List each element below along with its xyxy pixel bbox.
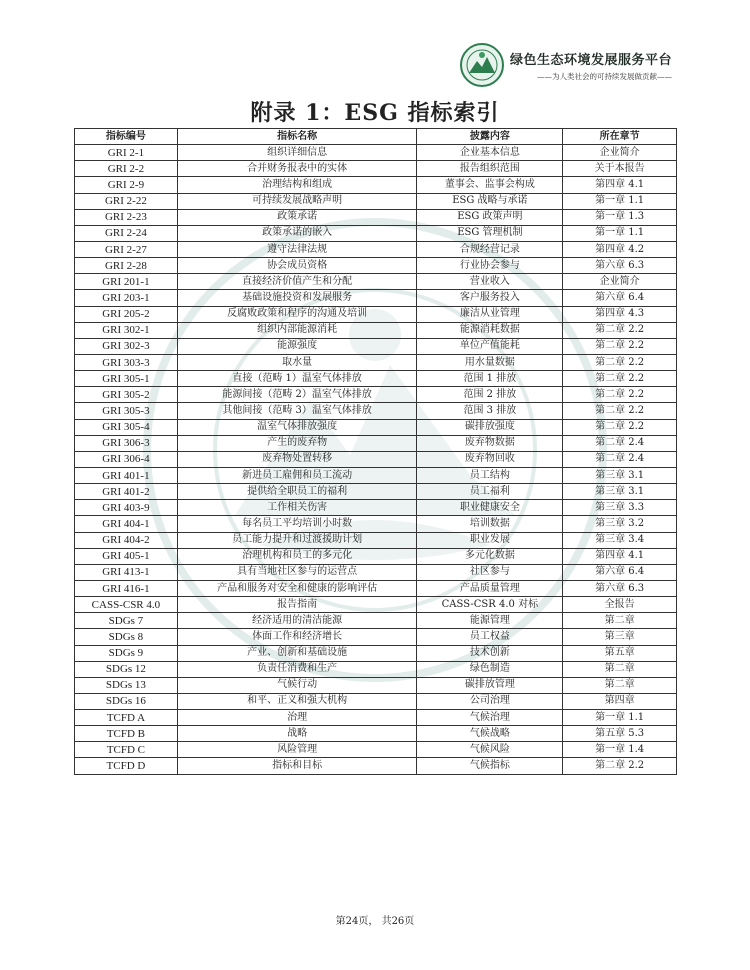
chapter-cell: 第三章 3.4 bbox=[563, 532, 677, 548]
indicator-code-cell: GRI 404-1 bbox=[75, 516, 178, 532]
disclosure-cell: ESG 管理机制 bbox=[417, 225, 563, 241]
disclosure-cell: 企业基本信息 bbox=[417, 145, 563, 161]
indicator-code-cell: SDGs 8 bbox=[75, 629, 178, 645]
chapter-cell: 关于本报告 bbox=[563, 161, 677, 177]
chapter-cell: 第一章 1.4 bbox=[563, 742, 677, 758]
table-row bbox=[75, 532, 677, 548]
indicator-name-cell: 体面工作和经济增长 bbox=[177, 629, 417, 645]
indicator-name-cell: 废弃物处置转移 bbox=[177, 451, 417, 467]
indicator-code-cell: GRI 306-4 bbox=[75, 451, 178, 467]
disclosure-cell: 职业健康安全 bbox=[417, 500, 563, 516]
indicator-code-cell: TCFD A bbox=[75, 710, 178, 726]
indicator-name-cell: 产生的废弃物 bbox=[177, 435, 417, 451]
table-row bbox=[75, 161, 677, 177]
table-row bbox=[75, 580, 677, 596]
disclosure-cell: 多元化数据 bbox=[417, 548, 563, 564]
indicator-code-cell: GRI 305-4 bbox=[75, 419, 178, 435]
table-row bbox=[75, 209, 677, 225]
indicator-code-cell: SDGs 13 bbox=[75, 677, 178, 693]
table-row bbox=[75, 726, 677, 742]
indicator-name-cell: 直接经济价值产生和分配 bbox=[177, 274, 417, 290]
indicator-name-cell: 经济适用的清洁能源 bbox=[177, 613, 417, 629]
chapter-cell: 第二章 2.2 bbox=[563, 322, 677, 338]
chapter-cell: 第二章 2.2 bbox=[563, 338, 677, 354]
chapter-cell: 第一章 1.1 bbox=[563, 193, 677, 209]
chapter-cell: 第四章 bbox=[563, 693, 677, 709]
chapter-cell: 第二章 bbox=[563, 677, 677, 693]
table-row bbox=[75, 677, 677, 693]
chapter-cell: 第六章 6.4 bbox=[563, 564, 677, 580]
table-row bbox=[75, 645, 677, 661]
chapter-cell: 企业简介 bbox=[563, 274, 677, 290]
chapter-cell: 第二章 2.2 bbox=[563, 371, 677, 387]
chapter-cell: 企业简介 bbox=[563, 145, 677, 161]
page-title: 附录 1：ESG 指标索引 bbox=[250, 100, 500, 126]
table-row bbox=[75, 371, 677, 387]
indicator-name-cell: 能源间接（范畴 2）温室气体排放 bbox=[177, 387, 417, 403]
indicator-name-cell: 政策承诺 bbox=[177, 209, 417, 225]
indicator-name-cell: 合并财务报表中的实体 bbox=[177, 161, 417, 177]
indicator-name-cell: 提供给全职员工的福利 bbox=[177, 484, 417, 500]
disclosure-cell: 培训数据 bbox=[417, 516, 563, 532]
chapter-cell: 第二章 2.4 bbox=[563, 451, 677, 467]
disclosure-cell: CASS-CSR 4.0 对标 bbox=[417, 597, 563, 613]
chapter-cell: 第五章 bbox=[563, 645, 677, 661]
disclosure-cell: 气候治理 bbox=[417, 710, 563, 726]
chapter-cell: 第三章 3.3 bbox=[563, 500, 677, 516]
indicator-code-cell: GRI 401-2 bbox=[75, 484, 178, 500]
disclosure-cell: ESG 战略与承诺 bbox=[417, 193, 563, 209]
indicator-code-cell: GRI 2-28 bbox=[75, 258, 178, 274]
indicator-name-cell: 产品和服务对安全和健康的影响评估 bbox=[177, 580, 417, 596]
chapter-cell: 第二章 bbox=[563, 613, 677, 629]
chapter-cell: 第六章 6.4 bbox=[563, 290, 677, 306]
table-row bbox=[75, 306, 677, 322]
disclosure-cell: 员工权益 bbox=[417, 629, 563, 645]
column-header-indicator-code: 指标编号 bbox=[75, 129, 178, 145]
chapter-cell: 第二章 2.2 bbox=[563, 419, 677, 435]
platform-slogan: ——为人类社会的可持续发展做贡献—— bbox=[537, 71, 672, 81]
indicator-code-cell: GRI 302-3 bbox=[75, 338, 178, 354]
disclosure-cell: 碳排放管理 bbox=[417, 677, 563, 693]
indicator-name-cell: 指标和目标 bbox=[177, 758, 417, 774]
table-row bbox=[75, 322, 677, 338]
table-row bbox=[75, 387, 677, 403]
indicator-code-cell: GRI 2-24 bbox=[75, 225, 178, 241]
indicator-name-cell: 报告指南 bbox=[177, 597, 417, 613]
indicator-code-cell: GRI 2-27 bbox=[75, 241, 178, 257]
indicator-code-cell: GRI 203-1 bbox=[75, 290, 178, 306]
disclosure-cell: 范围 2 排放 bbox=[417, 387, 563, 403]
indicator-name-cell: 可持续发展战略声明 bbox=[177, 193, 417, 209]
table-row bbox=[75, 629, 677, 645]
disclosure-cell: 范围 3 排放 bbox=[417, 403, 563, 419]
indicator-code-cell: GRI 306-3 bbox=[75, 435, 178, 451]
indicator-name-cell: 温室气体排放强度 bbox=[177, 419, 417, 435]
disclosure-cell: 营业收入 bbox=[417, 274, 563, 290]
chapter-cell: 第二章 2.2 bbox=[563, 354, 677, 370]
indicator-code-cell: GRI 416-1 bbox=[75, 580, 178, 596]
indicator-code-cell: GRI 303-3 bbox=[75, 354, 178, 370]
table-row bbox=[75, 435, 677, 451]
indicator-code-cell: SDGs 16 bbox=[75, 693, 178, 709]
chapter-cell: 第三章 3.1 bbox=[563, 467, 677, 483]
indicator-code-cell: TCFD B bbox=[75, 726, 178, 742]
disclosure-cell: 廉洁从业管理 bbox=[417, 306, 563, 322]
disclosure-cell: 职业发展 bbox=[417, 532, 563, 548]
disclosure-cell: 废弃物回收 bbox=[417, 451, 563, 467]
table-row bbox=[75, 338, 677, 354]
table-row bbox=[75, 193, 677, 209]
table-row bbox=[75, 274, 677, 290]
table-row bbox=[75, 597, 677, 613]
disclosure-cell: 气候指标 bbox=[417, 758, 563, 774]
indicator-name-cell: 取水量 bbox=[177, 354, 417, 370]
chapter-cell: 第六章 6.3 bbox=[563, 580, 677, 596]
disclosure-cell: ESG 政策声明 bbox=[417, 209, 563, 225]
indicator-name-cell: 每名员工平均培训小时数 bbox=[177, 516, 417, 532]
disclosure-cell: 能源消耗数据 bbox=[417, 322, 563, 338]
indicator-name-cell: 风险管理 bbox=[177, 742, 417, 758]
indicator-name-cell: 反腐败政策和程序的沟通及培训 bbox=[177, 306, 417, 322]
disclosure-cell: 董事会、监事会构成 bbox=[417, 177, 563, 193]
disclosure-cell: 客户服务投入 bbox=[417, 290, 563, 306]
chapter-cell: 第一章 1.1 bbox=[563, 225, 677, 241]
table-row bbox=[75, 354, 677, 370]
disclosure-cell: 员工福利 bbox=[417, 484, 563, 500]
indicator-code-cell: TCFD D bbox=[75, 758, 178, 774]
indicator-name-cell: 负责任消费和生产 bbox=[177, 661, 417, 677]
disclosure-cell: 绿色制造 bbox=[417, 661, 563, 677]
chapter-cell: 全报告 bbox=[563, 597, 677, 613]
disclosure-cell: 产品质量管理 bbox=[417, 580, 563, 596]
indicator-code-cell: GRI 305-2 bbox=[75, 387, 178, 403]
platform-logo-icon bbox=[460, 43, 504, 87]
indicator-name-cell: 组织详细信息 bbox=[177, 145, 417, 161]
indicator-name-cell: 员工能力提升和过渡援助计划 bbox=[177, 532, 417, 548]
chapter-cell: 第二章 bbox=[563, 661, 677, 677]
table-row bbox=[75, 613, 677, 629]
disclosure-cell: 碳排放强度 bbox=[417, 419, 563, 435]
chapter-cell: 第三章 3.2 bbox=[563, 516, 677, 532]
column-header-chapter: 所在章节 bbox=[563, 129, 677, 145]
indicator-code-cell: GRI 401-1 bbox=[75, 467, 178, 483]
indicator-name-cell: 其他间接（范畴 3）温室气体排放 bbox=[177, 403, 417, 419]
table-row bbox=[75, 758, 677, 774]
indicator-code-cell: GRI 413-1 bbox=[75, 564, 178, 580]
indicator-name-cell: 政策承诺的嵌入 bbox=[177, 225, 417, 241]
table-row bbox=[75, 145, 677, 161]
chapter-cell: 第一章 1.3 bbox=[563, 209, 677, 225]
table-row bbox=[75, 548, 677, 564]
indicator-name-cell: 气候行动 bbox=[177, 677, 417, 693]
indicator-name-cell: 和平、正义和强大机构 bbox=[177, 693, 417, 709]
disclosure-cell: 范围 1 排放 bbox=[417, 371, 563, 387]
disclosure-cell: 单位产值能耗 bbox=[417, 338, 563, 354]
indicator-code-cell: GRI 305-1 bbox=[75, 371, 178, 387]
table-row bbox=[75, 403, 677, 419]
indicator-code-cell: GRI 2-23 bbox=[75, 209, 178, 225]
disclosure-cell: 技术创新 bbox=[417, 645, 563, 661]
chapter-cell: 第三章 3.1 bbox=[563, 484, 677, 500]
table-row bbox=[75, 710, 677, 726]
indicator-code-cell: GRI 405-1 bbox=[75, 548, 178, 564]
indicator-name-cell: 直接（范畴 1）温室气体排放 bbox=[177, 371, 417, 387]
indicator-code-cell: SDGs 12 bbox=[75, 661, 178, 677]
page-number: 第24页， 共26页 bbox=[335, 916, 415, 927]
table-row bbox=[75, 290, 677, 306]
indicator-code-cell: SDGs 7 bbox=[75, 613, 178, 629]
indicator-code-cell: TCFD C bbox=[75, 742, 178, 758]
disclosure-cell: 社区参与 bbox=[417, 564, 563, 580]
indicator-name-cell: 治理机构和员工的多元化 bbox=[177, 548, 417, 564]
table-row bbox=[75, 451, 677, 467]
platform-header bbox=[460, 43, 672, 87]
indicator-code-cell: GRI 404-2 bbox=[75, 532, 178, 548]
disclosure-cell: 报告组织范围 bbox=[417, 161, 563, 177]
indicator-code-cell: SDGs 9 bbox=[75, 645, 178, 661]
chapter-cell: 第三章 bbox=[563, 629, 677, 645]
disclosure-cell: 气候战略 bbox=[417, 726, 563, 742]
indicator-code-cell: GRI 201-1 bbox=[75, 274, 178, 290]
chapter-cell: 第四章 4.3 bbox=[563, 306, 677, 322]
chapter-cell: 第四章 4.1 bbox=[563, 548, 677, 564]
indicator-code-cell: GRI 403-9 bbox=[75, 500, 178, 516]
platform-name: 绿色生态环境发展服务平台 bbox=[509, 52, 672, 68]
table-row bbox=[75, 516, 677, 532]
indicator-code-cell: GRI 2-2 bbox=[75, 161, 178, 177]
indicator-name-cell: 遵守法律法规 bbox=[177, 241, 417, 257]
table-row bbox=[75, 661, 677, 677]
indicator-name-cell: 治理结构和组成 bbox=[177, 177, 417, 193]
indicator-code-cell: CASS-CSR 4.0 bbox=[75, 597, 178, 613]
disclosure-cell: 气候风险 bbox=[417, 742, 563, 758]
indicator-name-cell: 治理 bbox=[177, 710, 417, 726]
indicator-name-cell: 工作相关伤害 bbox=[177, 500, 417, 516]
chapter-cell: 第五章 5.3 bbox=[563, 726, 677, 742]
column-header-disclosure: 披露内容 bbox=[417, 129, 563, 145]
indicator-name-cell: 基础设施投资和发展服务 bbox=[177, 290, 417, 306]
indicator-name-cell: 能源强度 bbox=[177, 338, 417, 354]
indicator-name-cell: 新进员工雇佣和员工流动 bbox=[177, 467, 417, 483]
table-row bbox=[75, 258, 677, 274]
chapter-cell: 第二章 2.2 bbox=[563, 758, 677, 774]
table-row bbox=[75, 484, 677, 500]
table-row bbox=[75, 693, 677, 709]
column-header-indicator-name: 指标名称 bbox=[177, 129, 417, 145]
indicator-code-cell: GRI 305-3 bbox=[75, 403, 178, 419]
disclosure-cell: 废弃物数据 bbox=[417, 435, 563, 451]
chapter-cell: 第一章 1.1 bbox=[563, 710, 677, 726]
table-row bbox=[75, 241, 677, 257]
indicator-code-cell: GRI 2-22 bbox=[75, 193, 178, 209]
indicator-name-cell: 组织内部能源消耗 bbox=[177, 322, 417, 338]
table-header-row bbox=[75, 129, 677, 145]
indicator-name-cell: 产业、创新和基础设施 bbox=[177, 645, 417, 661]
disclosure-cell: 能源管理 bbox=[417, 613, 563, 629]
table-row bbox=[75, 467, 677, 483]
table-row bbox=[75, 419, 677, 435]
disclosure-cell: 公司治理 bbox=[417, 693, 563, 709]
indicator-name-cell: 具有当地社区参与的运营点 bbox=[177, 564, 417, 580]
indicator-name-cell: 战略 bbox=[177, 726, 417, 742]
esg-index-table bbox=[74, 128, 677, 775]
chapter-cell: 第二章 2.2 bbox=[563, 403, 677, 419]
disclosure-cell: 员工结构 bbox=[417, 467, 563, 483]
table-row bbox=[75, 225, 677, 241]
chapter-cell: 第四章 4.2 bbox=[563, 241, 677, 257]
indicator-code-cell: GRI 2-9 bbox=[75, 177, 178, 193]
chapter-cell: 第二章 2.2 bbox=[563, 387, 677, 403]
disclosure-cell: 行业协会参与 bbox=[417, 258, 563, 274]
indicator-name-cell: 协会成员资格 bbox=[177, 258, 417, 274]
chapter-cell: 第四章 4.1 bbox=[563, 177, 677, 193]
table-row bbox=[75, 500, 677, 516]
table-row bbox=[75, 177, 677, 193]
chapter-cell: 第六章 6.3 bbox=[563, 258, 677, 274]
indicator-code-cell: GRI 302-1 bbox=[75, 322, 178, 338]
disclosure-cell: 用水量数据 bbox=[417, 354, 563, 370]
indicator-code-cell: GRI 205-2 bbox=[75, 306, 178, 322]
table-row bbox=[75, 564, 677, 580]
chapter-cell: 第二章 2.4 bbox=[563, 435, 677, 451]
indicator-code-cell: GRI 2-1 bbox=[75, 145, 178, 161]
disclosure-cell: 合规经营记录 bbox=[417, 241, 563, 257]
table-row bbox=[75, 742, 677, 758]
